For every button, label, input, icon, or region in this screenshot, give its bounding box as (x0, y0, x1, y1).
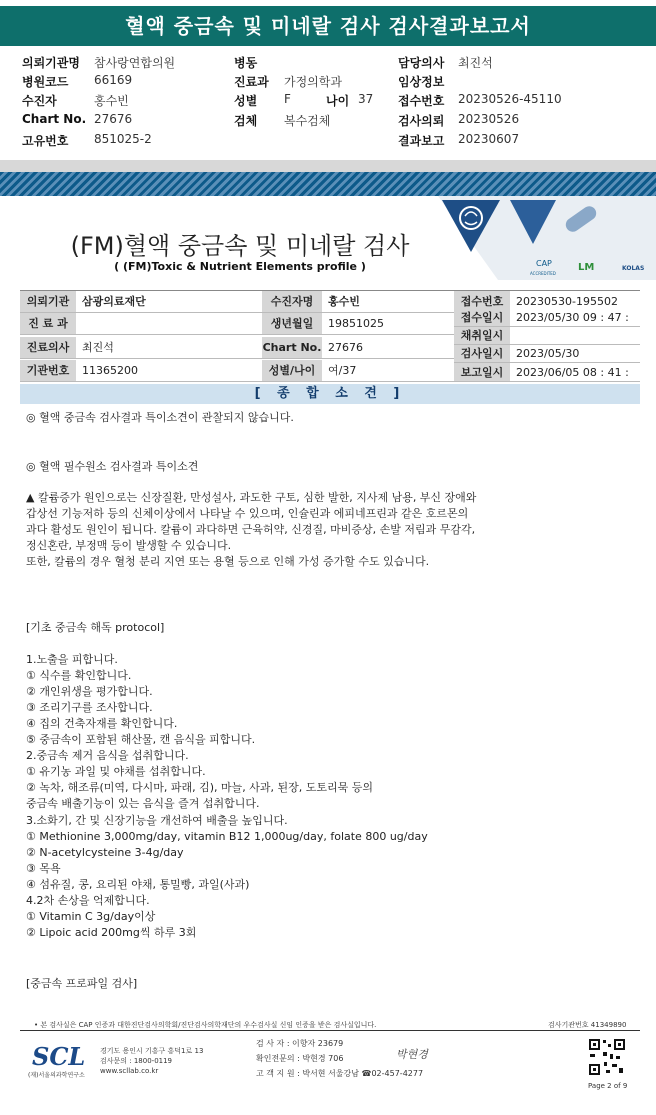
table-label: 성별/나이 (262, 360, 322, 382)
tester-line: 검 사 자 : 이향자 23679 (256, 1039, 344, 1048)
body-line: ① 식수를 확인합니다. (26, 669, 132, 682)
footer-divider (20, 1030, 640, 1031)
table-label: 의뢰기관 (20, 291, 76, 313)
lab-address (100, 1046, 203, 1076)
support-line: 고 객 지 원 : 박서현 서울강남 ☎02-457-4277 (256, 1069, 424, 1078)
table-value: 2023/05/30 09 : 47 : (510, 309, 640, 327)
body-line: ② 녹차, 해조류(미역, 다시마, 파래, 김), 마늘, 사과, 된장, 도토리묵 등의 (26, 781, 374, 794)
body-line: 1.노출을 피합니다. (26, 653, 118, 666)
report-banner-title: 혈액 중금속 및 미네랄 검사 검사결과보고서 (0, 6, 656, 46)
page-number: Page 2 of 9 (588, 1082, 628, 1090)
body-line: 과다 활성도 원인이 됩니다. 칼륨이 과다하면 근육허약, 신경질, 마비증상, 손발 저림과 무감각, (26, 523, 476, 536)
table-label: 검사일시 (454, 345, 510, 363)
institution-code: 검사기관번호 41349890 (548, 1021, 627, 1029)
body-line: ② N-acetylcysteine 3-4g/day (26, 846, 184, 859)
address-line: 경기도 용인시 기흥구 흥덕1로 13 (100, 1047, 204, 1055)
contact-line: 검사문의 : 1800-0119 (100, 1057, 173, 1065)
header-label: 결과보고 (398, 134, 445, 148)
table-label: 접수일시 (454, 309, 510, 327)
header-label: 접수번호 (398, 94, 445, 108)
body-line: [중금속 프로파일 검사] (26, 977, 138, 990)
body-line: ① 유기농 과일 및 야채를 섭취합니다. (26, 765, 206, 778)
body-line: 4.2차 손상을 억제합니다. (26, 894, 150, 907)
header-value: 851025-2 (94, 132, 152, 146)
header-value: 37 (358, 92, 374, 106)
body-line: ③ 조리기구를 조사합니다. (26, 701, 153, 714)
header-row (22, 54, 642, 72)
table-value: 최진석 (76, 337, 262, 359)
summary-title: [ 종 합 소 견 ] (20, 384, 640, 404)
cap-accredited-text: ACCREDITED (530, 271, 556, 276)
header-label: 수진자 (22, 94, 57, 108)
body-line: 정신혼란, 부정맥 등이 발생할 수 있습니다. (26, 539, 232, 552)
header-label: 병원코드 (22, 75, 69, 89)
qr-code-icon (588, 1038, 626, 1076)
table-value: 20230530-195502 (510, 291, 640, 313)
body-line: ⑤ 중금속이 포함된 해산물, 캔 음식을 피합니다. (26, 733, 256, 746)
table-label: 접수번호 (454, 291, 510, 313)
lm-badge: LM (578, 262, 595, 273)
body-line: ③ 목욕 (26, 862, 61, 875)
header-value: 최진석 (458, 56, 493, 70)
stripe-band (0, 172, 656, 196)
body-line: ④ 섬유질, 콩, 요리된 야채, 통밀빵, 과일(사과) (26, 878, 250, 891)
logo-subtitle: (재)서울의과학연구소 (28, 1072, 85, 1079)
body-line: 2.중금속 제거 음식을 섭취합니다. (26, 749, 189, 762)
header-value: 홍수빈 (94, 94, 129, 108)
header-label: 병동 (234, 56, 258, 70)
patient-info-table (20, 290, 640, 382)
header-value: 20230607 (458, 132, 520, 146)
table-value: 11365200 (76, 360, 262, 382)
table-value (510, 327, 640, 345)
header-value: F (284, 92, 291, 106)
header-label: 의뢰기관명 (22, 56, 80, 70)
header-label: 검체 (234, 114, 258, 128)
table-value: 2023/05/30 (510, 345, 640, 363)
accreditation-note: • 본 검사실은 CAP 인증과 대한진단검사의학회/진단검사의학재단의 우수검사실 신임 인증을 받은 검사실입니다. (34, 1021, 377, 1029)
header-label: 고유번호 (22, 134, 69, 148)
body-line: ① Vitamin C 3g/day이상 (26, 910, 156, 923)
website-link[interactable]: www.scllab.co.kr (100, 1067, 159, 1075)
table-label: 진료의사 (20, 337, 76, 359)
header-label: 성별 (234, 94, 258, 108)
section-divider (0, 160, 656, 172)
table-value: 19851025 (322, 313, 454, 335)
specialist-signature: 박현경 (396, 1048, 428, 1061)
table-value: 홍수빈 (322, 291, 454, 313)
header-value: 참사랑연합의원 (94, 56, 176, 70)
table-value: 삼광의료재단 (76, 291, 262, 313)
header-row (22, 132, 642, 150)
report-decoration (438, 196, 656, 280)
specialist-line: 확인전문의 : 박현경 706 (256, 1054, 344, 1063)
table-value: 27676 (322, 337, 454, 359)
body-line: 중금속 배출기능이 있는 음식을 즐겨 섭취합니다. (26, 797, 260, 810)
table-label: 수진자명 (262, 291, 322, 313)
table-value (76, 313, 262, 335)
body-line: ◎ 혈액 필수원소 검사결과 특이소견 (26, 460, 199, 473)
header-value: 가정의학과 (284, 75, 342, 89)
header-value: 20230526 (458, 112, 520, 126)
header-row (22, 92, 642, 110)
table-label: 기관번호 (20, 360, 76, 382)
header-label: 진료과 (234, 75, 269, 89)
kolas-badge: KOLAS (622, 265, 645, 272)
body-line: 또한, 칼륨의 경우 혈청 분리 지연 또는 용혈 등으로 인해 가성 증가할 수도 있습니다. (26, 555, 430, 568)
table-label: 채취일시 (454, 327, 510, 345)
header-label: 담당의사 (398, 56, 445, 70)
table-value: 여/37 (322, 360, 454, 382)
header-label: 검사의뢰 (398, 114, 445, 128)
report-subtitle: ( (FM)Toxic & Nutrient Elements profile ) (114, 260, 366, 273)
body-line: ④ 집의 건축자재를 확인합니다. (26, 717, 178, 730)
header-label: 나이 (326, 94, 350, 108)
header-value: 27676 (94, 112, 133, 126)
body-line: 갑상선 기능저하 등의 신체이상에서 나타날 수 있으며, 인슐린과 에피네프린과 같은 호르몬의 (26, 507, 469, 520)
header-label: Chart No. (22, 112, 87, 126)
body-line: ② Lipoic acid 200mg씩 하루 3회 (26, 926, 197, 939)
report-title: (FM)혈액 중금속 및 미네랄 검사 (70, 232, 410, 260)
header-value: 66169 (94, 73, 133, 87)
table-label: 생년월일 (262, 313, 322, 335)
table-label: 진 료 과 (20, 313, 76, 335)
header-row (22, 112, 642, 130)
header-label: 임상정보 (398, 75, 445, 89)
body-line: ◎ 혈액 중금속 검사결과 특이소견이 관찰되지 않습니다. (26, 411, 294, 424)
table-label: 보고일시 (454, 363, 510, 382)
header-row (22, 73, 642, 91)
body-line: [기초 중금속 해독 protocol] (26, 621, 165, 634)
table-value: 2023/06/05 08 : 41 : (510, 363, 640, 382)
cap-badge: CAP (536, 259, 552, 268)
body-line: ② 개인위생을 평가합니다. (26, 685, 153, 698)
header-value: 20230526-45110 (458, 92, 562, 106)
table-label: Chart No. (262, 337, 322, 359)
scl-logo: SCL (32, 1042, 86, 1071)
body-line: ▲ 칼륨증가 원인으로는 신장질환, 만성설사, 과도한 구토, 심한 발한, 지사제 남용, 부신 장애와 (26, 491, 477, 504)
body-line: ① Methionine 3,000mg/day, vitamin B12 1,000ug/day, folate 800 ug/day (26, 830, 428, 843)
header-value: 복수검체 (284, 114, 331, 128)
body-line: 3.소화기, 간 및 신장기능을 개선하여 배출을 높입니다. (26, 814, 288, 827)
